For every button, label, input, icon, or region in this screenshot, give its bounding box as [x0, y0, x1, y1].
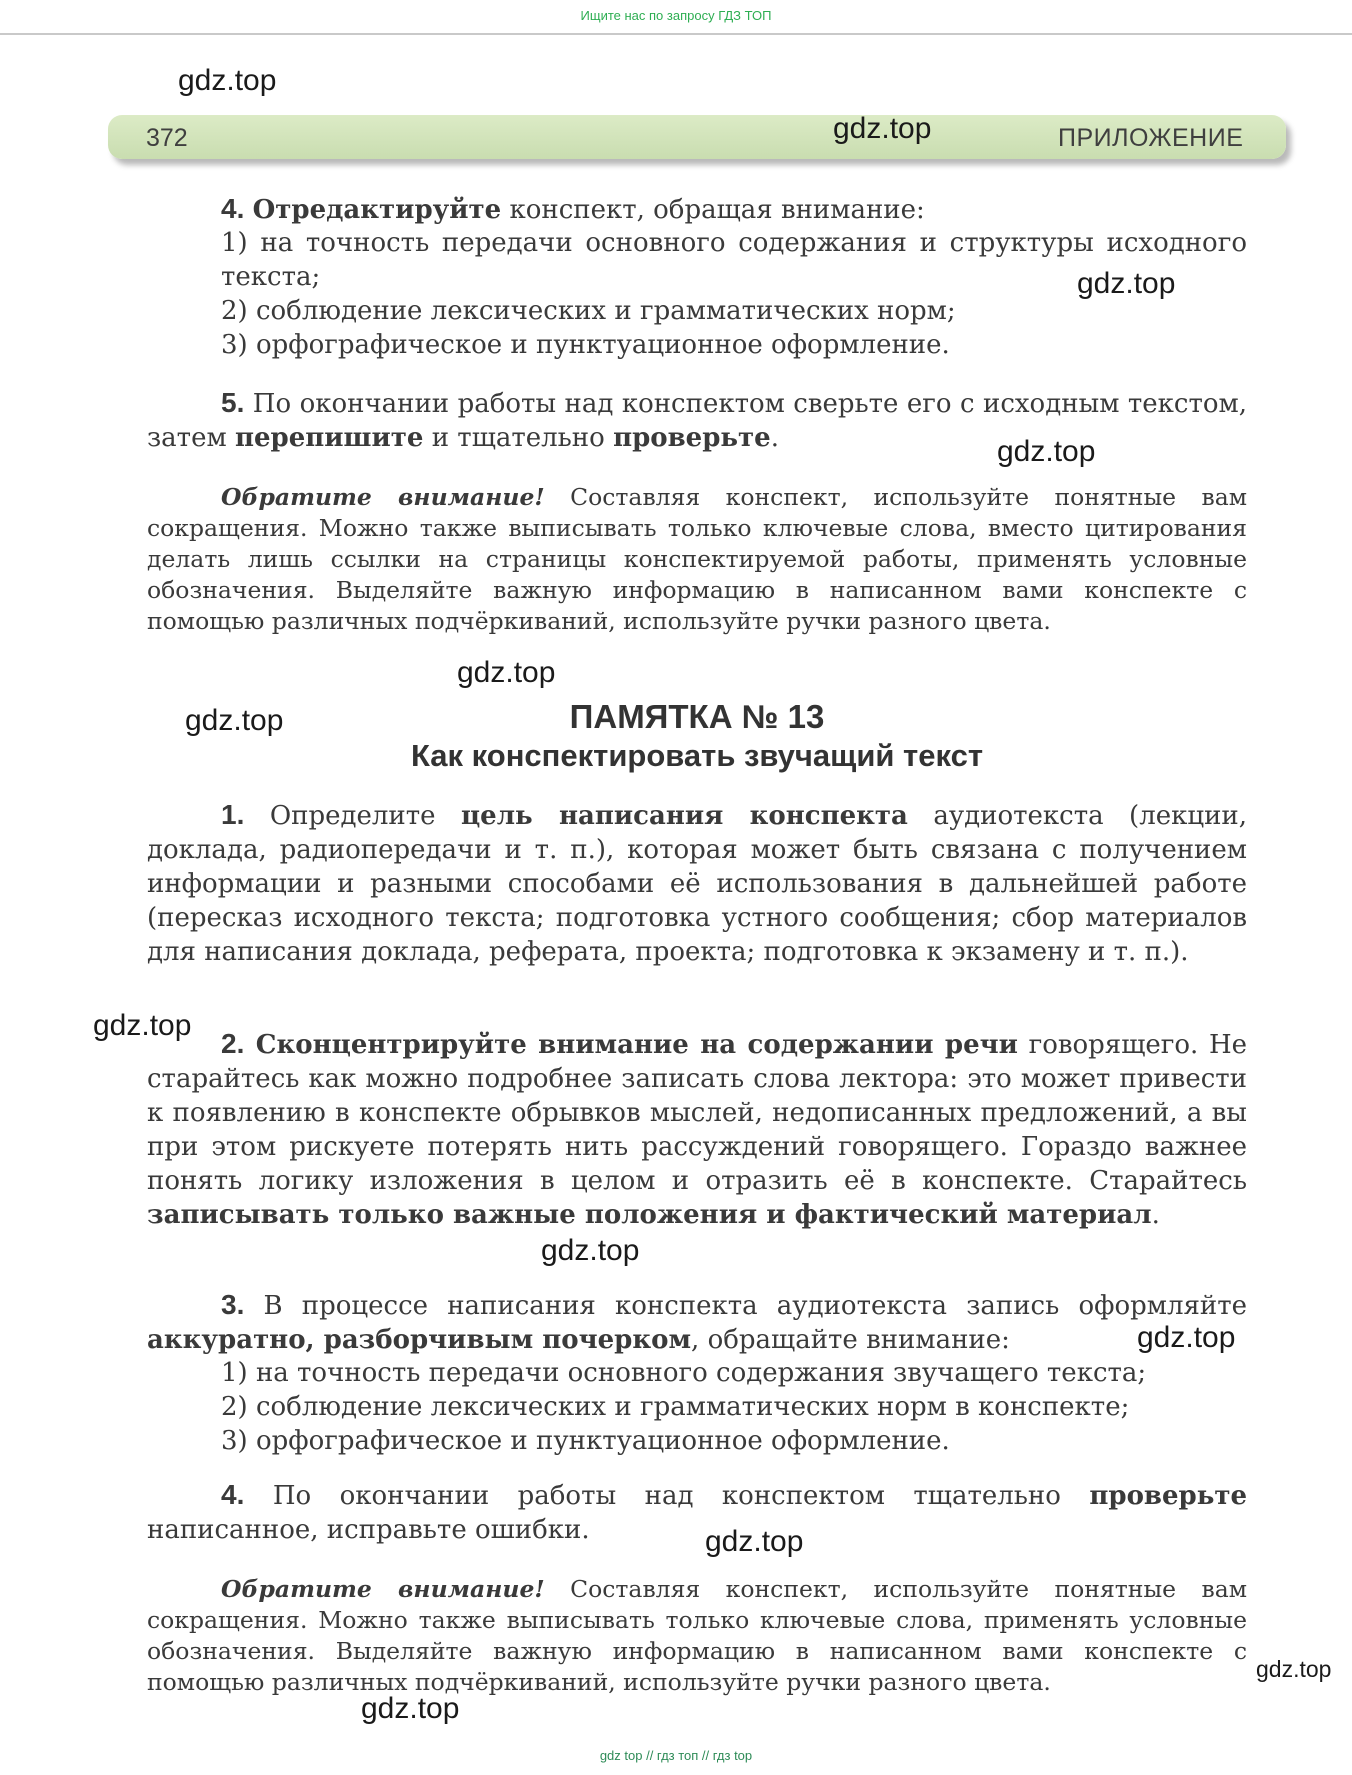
watermark: gdz.top	[705, 1525, 804, 1558]
memo-item-1: 1. Определите цель написания конспекта аудиотекста (лекции, доклада, радиопередачи и т. п.), которая может быть связана с получением информации и разными способами её использования в дальнейшей работе (пересказ исходного текста; подготовка устного сообщения; сбор материалов для написания доклада, реферата, проекта; подготовка к экзамену и т. п.).	[147, 799, 1247, 967]
watermark: gdz.top	[1256, 1656, 1332, 1682]
page-number: 372	[146, 124, 188, 152]
memo-item-3-sub1: 1) на точность передачи основного содержания звучащего текста;	[221, 1358, 1147, 1388]
memo-subtitle: Как конспектировать звучащий текст	[410, 738, 984, 773]
prev-item-4: 4. Отредактируйте конспект, обращая внимание:	[221, 193, 925, 225]
memo-title: ПАМЯТКА № 13	[569, 698, 825, 735]
watermark: gdz.top	[1077, 267, 1176, 300]
watermark: gdz.top	[1137, 1321, 1236, 1354]
prev-item-4-sub1: 1) на точность передачи основного содержания и структуры исходного текста;	[221, 228, 1247, 292]
memo-item-3-sub3: 3) орфографическое и пунктуационное оформление.	[221, 1426, 950, 1456]
prev-item-4-sub3: 3) орфографическое и пунктуационное оформление.	[221, 330, 950, 360]
watermark: gdz.top	[185, 704, 284, 737]
watermark: gdz.top	[93, 1009, 192, 1042]
prev-attention-note: Обратите внимание! Составляя конспект, используйте понятные вам сокращения. Можно также выписывать только ключевые слова, вместо цитирования делать лишь ссылки на страницы конспектируемой работы, применять условные обозначения. Выделяйте важную информацию в написанном вами конспекте с помощью различных подчёркиваний, используйте ручки разного цвета.	[147, 483, 1247, 635]
top-banner	[0, 0, 1352, 35]
footer-text: gdz top // гдз топ // гдз top	[599, 1748, 753, 1763]
watermark: gdz.top	[178, 64, 277, 97]
watermark: gdz.top	[457, 656, 556, 689]
memo-item-3-sub2: 2) соблюдение лексических и грамматических норм в конспекте;	[221, 1392, 1130, 1422]
section-title: ПРИЛОЖЕНИЕ	[1058, 124, 1244, 152]
memo-attention-note: Обратите внимание! Составляя конспект, используйте понятные вам сокращения. Можно также выписывать только ключевые слова, применять условные обозначения. Выделяйте важную информацию в написанном вами конспекте с помощью различных подчёркиваний, используйте ручки разного цвета.	[147, 1575, 1247, 1696]
watermark: gdz.top	[361, 1692, 460, 1725]
memo-item-2: 2. Сконцентрируйте внимание на содержании речи говорящего. Не старайтесь как можно подробнее записать слова лектора: это может привести к появлению в конспекте обрывков мыслей, недописанных предложений, а вы при этом рискуете потерять нить рассуждений говорящего. Гораздо важнее понять логику изложения в целом и отразить её в конспекте. Старайтесь записывать только важные положения и фактический материал.	[147, 1028, 1247, 1230]
watermark: gdz.top	[541, 1234, 640, 1267]
watermark: gdz.top	[833, 112, 932, 145]
top-banner-text: Ищите нас по запросу ГДЗ ТОП	[580, 8, 772, 23]
memo-item-3: 3. В процессе написания конспекта аудиотекста запись оформляйте аккуратно, разборчивым почерком, обращайте внимание:	[147, 1289, 1247, 1355]
memo-item-4: 4. По окончании работы над конспектом тщательно проверьте написанное, исправьте ошибки.	[147, 1479, 1247, 1545]
watermark: gdz.top	[997, 435, 1096, 468]
prev-item-4-sub2: 2) соблюдение лексических и грамматических норм;	[221, 296, 956, 326]
prev-item-5: 5. По окончании работы над конспектом сверьте его с исходным текстом, затем перепишите и тщательно проверьте.	[147, 387, 1247, 453]
